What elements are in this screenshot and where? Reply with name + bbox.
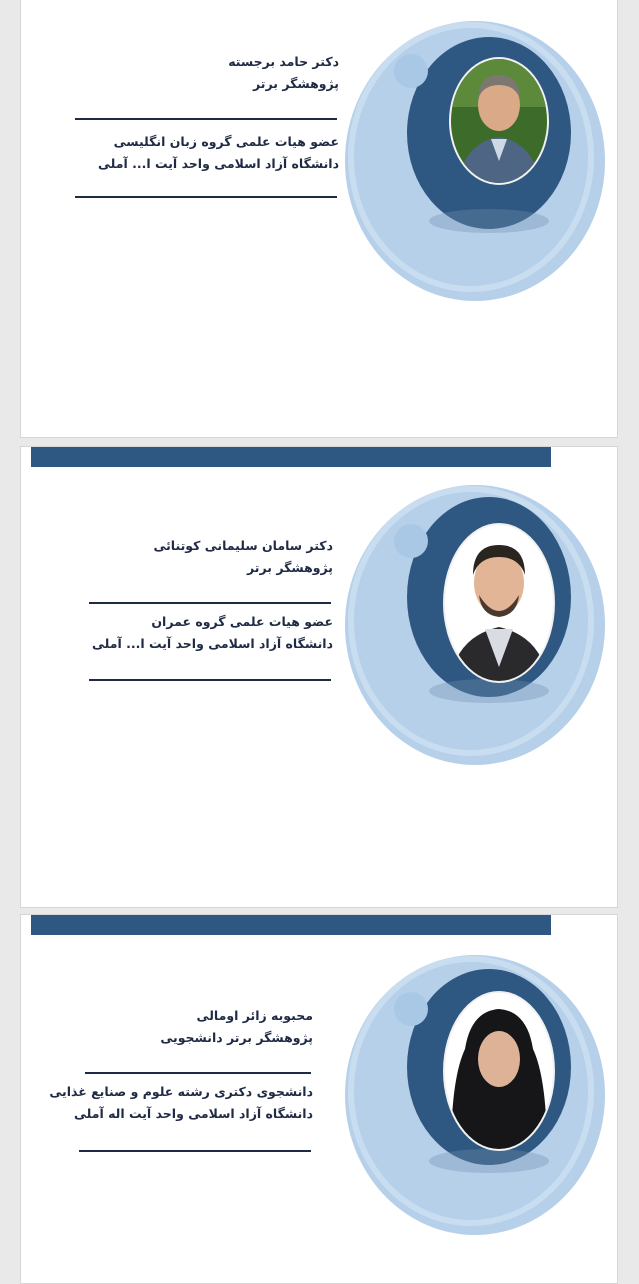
researcher-slide-1 [20, 0, 618, 438]
header-bar [31, 915, 551, 935]
profile-circle-graphic [339, 11, 611, 311]
divider-line [75, 196, 337, 198]
researcher-slide-3 [20, 914, 618, 1284]
divider-line [75, 118, 337, 120]
researcher-name: محبوبه زائر اومالی [196, 1008, 313, 1023]
researcher-university: دانشگاه آزاد اسلامی واحد آیت اله آملی [73, 1106, 313, 1121]
profile-circle-graphic [339, 477, 611, 773]
divider-line [89, 679, 331, 681]
researcher-university: دانشگاه آزاد اسلامی واحد آیت ا... آملی [92, 636, 333, 651]
researcher-info-3 [71, 1005, 313, 1049]
researcher-name: دکتر حامد برجسته [228, 54, 339, 69]
header-bar [31, 447, 551, 467]
divider-line [89, 602, 331, 604]
researcher-affiliation-2 [71, 611, 333, 655]
divider-line [79, 1150, 311, 1152]
researcher-title: پژوهشگر برتر [253, 76, 339, 91]
divider-line [85, 1072, 311, 1074]
researcher-title: پژوهشگر برتر دانشجویی [160, 1030, 313, 1045]
researcher-info-2 [71, 535, 333, 579]
researcher-position: دانشجوی دکتری رشته علوم و صنایع غذایی [49, 1084, 313, 1099]
researcher-slide-2 [20, 446, 618, 908]
researcher-affiliation-1 [61, 131, 339, 175]
researcher-name: دکتر سامان سلیمانی کوتنائی [153, 538, 333, 553]
researcher-info-1 [61, 51, 339, 95]
researcher-position: عضو هیات علمی گروه زبان انگلیسی [113, 134, 339, 149]
researcher-affiliation-3 [49, 1081, 313, 1125]
researcher-position: عضو هیات علمی گروه عمران [151, 614, 333, 629]
researcher-university: دانشگاه آزاد اسلامی واحد آیت ا... آملی [98, 156, 339, 171]
profile-circle-graphic [339, 949, 611, 1239]
researcher-title: پژوهشگر برتر [247, 560, 333, 575]
